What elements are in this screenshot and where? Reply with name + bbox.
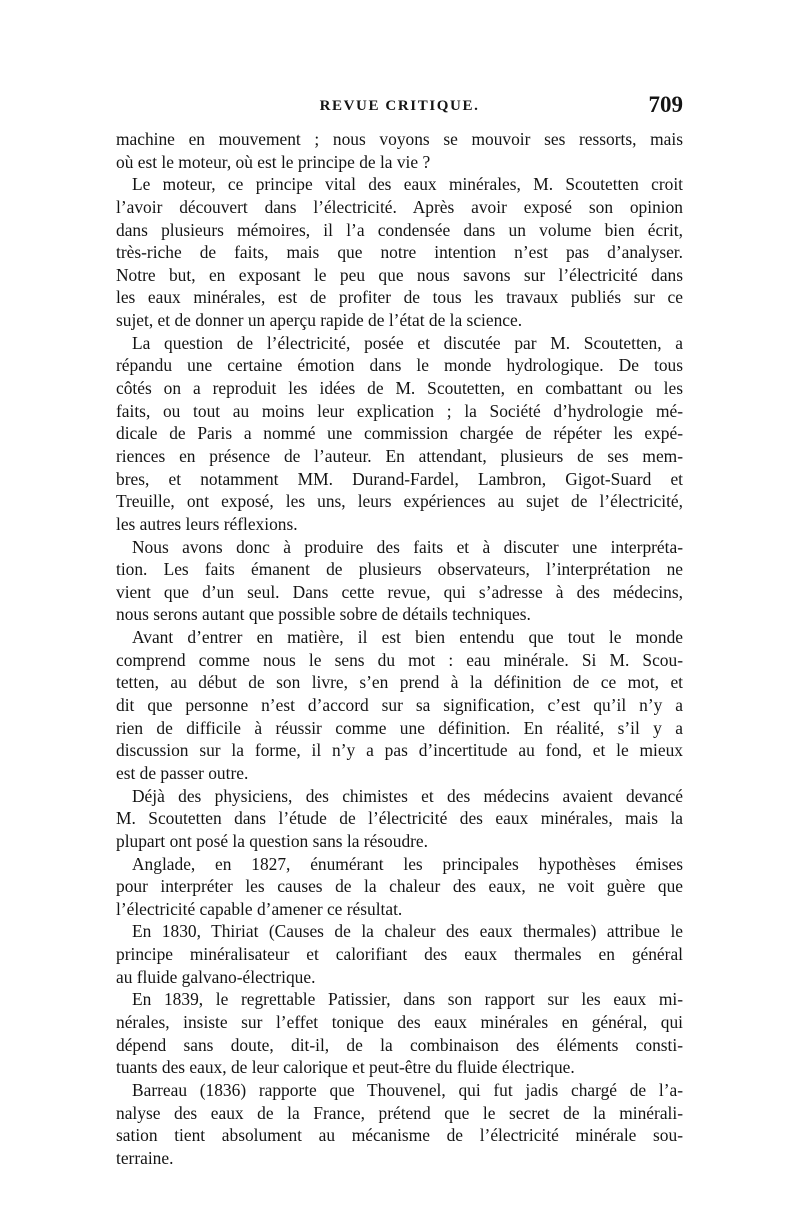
text-line: nalyse des eaux de la France, prétend que le secret de la minérali- xyxy=(116,1102,683,1123)
text-line: En 1839, le regrettable Patissier, dans son rapport sur les eaux mi- xyxy=(132,989,683,1010)
running-title: REVUE CRITIQUE. xyxy=(319,98,480,114)
text-line: côtés on a reproduit les idées de M. Scoutetten, en combattant ou les xyxy=(116,378,683,399)
text-line: comprend comme nous le sens du mot : eau minérale. Si M. Scou- xyxy=(116,649,683,670)
text-line: riences en présence de l’auteur. En attendant, plusieurs de ses mem- xyxy=(116,445,683,466)
text-line: principe minéralisateur et calorifiant des eaux thermales en général xyxy=(116,944,683,965)
text-line: vient que d’un seul. Dans cette revue, qui s’adresse à des médecins, xyxy=(116,581,683,602)
running-head xyxy=(116,92,683,124)
text-line: Déjà des physiciens, des chimistes et des médecins avaient devancé xyxy=(132,785,683,806)
text-line: sation tient absolument au mécanisme de l’électricité minérale sou- xyxy=(116,1125,683,1146)
text-line: nérales, insiste sur l’effet tonique des eaux minérales en général, qui xyxy=(116,1011,683,1032)
text-line: bres, et notamment MM. Durand-Fardel, Lambron, Gigot-Suard et xyxy=(116,468,683,489)
text-line: Notre but, en exposant le peu que nous savons sur l’électricité dans xyxy=(116,264,683,285)
text-line: plupart ont posé la question sans la résoudre. xyxy=(116,830,428,851)
text-line: En 1830, Thiriat (Causes de la chaleur des eaux thermales) attribue le xyxy=(132,921,683,942)
text-line: tion. Les faits émanent de plusieurs observateurs, l’interprétation ne xyxy=(116,559,683,580)
body-text xyxy=(116,128,683,1169)
text-line: Le moteur, ce principe vital des eaux minérales, M. Scoutetten croit xyxy=(132,174,683,195)
text-line: rien de difficile à réussir comme une définition. En réalité, s’il y a xyxy=(116,717,683,738)
text-line: dans plusieurs mémoires, il l’a condensée dans un volume bien écrit, xyxy=(116,219,683,240)
text-line: dit que personne n’est d’accord sur sa signification, c’est qu’il n’y a xyxy=(116,695,683,716)
text-line: très-riche de faits, mais que notre intention n’est pas d’analyser. xyxy=(116,242,683,263)
text-line: Anglade, en 1827, énumérant les principales hypothèses émises xyxy=(132,853,683,874)
text-line: les autres leurs réflexions. xyxy=(116,513,298,534)
text-line: machine en mouvement ; nous voyons se mouvoir ses ressorts, mais xyxy=(116,129,683,149)
text-line: faits, ou tout au moins leur explication ; la Société d’hydrologie mé- xyxy=(116,400,683,421)
text-line: M. Scoutetten dans l’étude de l’électricité des eaux minérales, mais la xyxy=(116,808,683,829)
text-line: sujet, et de donner un aperçu rapide de l’état de la science. xyxy=(116,310,523,331)
text-line: La question de l’électricité, posée et discutée par M. Scoutetten, a xyxy=(132,332,683,353)
text-line: l’avoir découvert dans l’électricité. Après avoir exposé son opinion xyxy=(116,196,683,217)
page-number: 709 xyxy=(648,92,683,117)
text-line: pour interpréter les causes de la chaleur des eaux, ne voit guère que xyxy=(116,876,683,897)
text-line: Nous avons donc à produire des faits et à discuter une interpréta- xyxy=(132,536,683,557)
text-line: répandu une certaine émotion dans le monde hydrologique. De tous xyxy=(116,355,683,376)
text-line: les eaux minérales, est de profiter de tous les travaux publiés sur ce xyxy=(116,287,683,308)
text-line: Barreau (1836) rapporte que Thouvenel, qui fut jadis chargé de l’a- xyxy=(132,1079,683,1100)
text-line: où est le moteur, où est le principe de la vie ? xyxy=(116,151,431,172)
text-line: l’électricité capable d’amener ce résultat. xyxy=(116,898,403,919)
text-line: discussion sur la forme, il n’y a pas d’incertitude au fond, et le mieux xyxy=(116,740,683,761)
text-line: dicale de Paris a nommé une commission chargée de répéter les expé- xyxy=(116,423,683,444)
text-line: au fluide galvano-électrique. xyxy=(116,966,316,987)
text-line: Avant d’entrer en matière, il est bien entendu que tout le monde xyxy=(132,627,683,648)
text-line: tetten, au début de son livre, s’en prend à la définition de ce mot, et xyxy=(116,672,683,693)
text-line: Treuille, ont exposé, les uns, leurs expériences au sujet de l’électricité, xyxy=(116,491,683,512)
text-line: tuants des eaux, de leur calorique et peut-être du fluide électrique. xyxy=(116,1057,575,1078)
text-line: terraine. xyxy=(116,1147,174,1168)
text-line: dépend sans doute, dit-il, de la combinaison des éléments consti- xyxy=(116,1034,683,1055)
text-line: est de passer outre. xyxy=(116,762,249,783)
text-line: nous serons autant que possible sobre de détails techniques. xyxy=(116,604,531,625)
